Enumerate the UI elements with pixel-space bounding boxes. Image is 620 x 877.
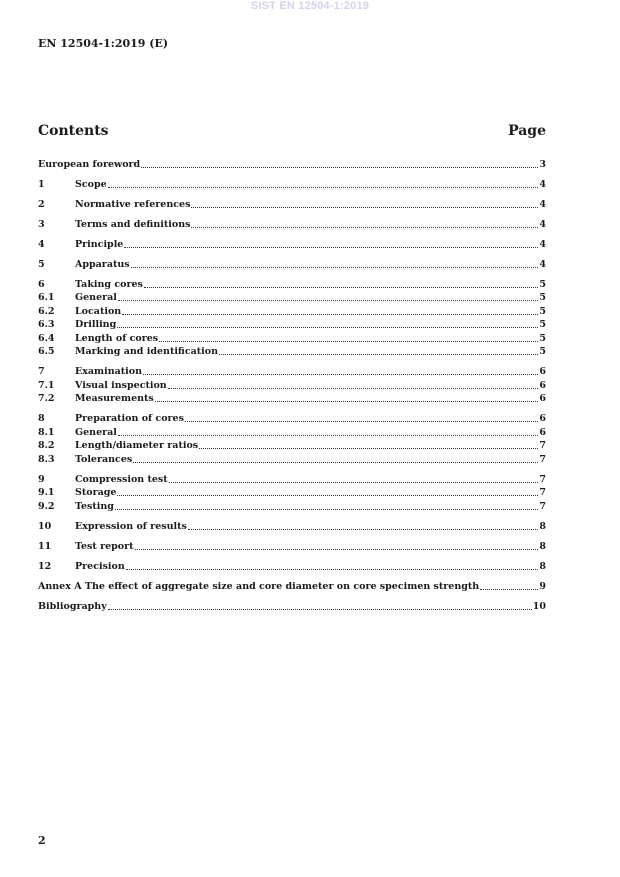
contents-heading: [38, 123, 546, 139]
toc-entry[interactable]: [38, 424, 546, 438]
toc-entry[interactable]: [38, 330, 546, 344]
toc-entry-title: Length/diameter ratios: [75, 440, 199, 451]
toc-dot-leader: [133, 461, 538, 463]
toc-dot-leader: [168, 387, 539, 389]
toc-dot-leader: [185, 420, 538, 422]
toc-dot-leader: [159, 340, 538, 342]
contents-title: Contents: [38, 123, 109, 139]
toc-entry-title: Measurements: [75, 393, 154, 404]
toc-entry-number: 10: [38, 520, 52, 532]
toc-dot-leader: [144, 286, 538, 288]
toc-entry[interactable]: [38, 377, 546, 391]
page-column-label: Page: [508, 123, 546, 139]
toc-entry-title: Terms and definitions: [75, 218, 191, 230]
toc-entry-number: 6.5: [38, 346, 55, 357]
toc-entry-number: 8: [38, 413, 45, 424]
toc-entry-title: Apparatus: [75, 258, 130, 270]
toc-dot-leader: [126, 568, 539, 570]
toc-dot-leader: [480, 588, 538, 590]
toc-entry-page: 7: [539, 440, 546, 451]
toc-entry[interactable]: [38, 598, 546, 612]
toc-entry[interactable]: [38, 276, 546, 290]
toc-entry[interactable]: [38, 485, 546, 499]
toc-entry-page: 6: [539, 426, 546, 438]
toc-entry-title: Visual inspection: [75, 379, 167, 391]
toc-entry[interactable]: [38, 364, 546, 378]
toc-entry-page: 4: [539, 178, 546, 190]
toc-entry-title: Precision: [75, 560, 125, 572]
toc-entry-number: 7.2: [38, 393, 55, 404]
toc-entry-page: 5: [539, 332, 546, 344]
standard-header: EN 12504-1:2019 (E): [38, 37, 169, 50]
toc-entry-number: 3: [38, 218, 45, 230]
toc-entry-page: 5: [539, 278, 546, 290]
toc-entry-title: Scope: [75, 178, 107, 190]
toc-entry-page: 4: [539, 198, 546, 210]
toc-dot-leader: [219, 353, 538, 355]
toc-entry-title: Drilling: [75, 319, 117, 330]
toc-entry[interactable]: [38, 451, 546, 465]
toc-entry-title: Bibliography: [38, 600, 107, 612]
table-of-contents: [38, 156, 546, 612]
toc-dot-leader: [131, 266, 539, 268]
toc-entry[interactable]: [38, 317, 546, 331]
toc-entry-page: 9: [539, 580, 546, 592]
toc-entry-title: Annex A The effect of aggregate size and core diameter on core specimen strength: [38, 580, 480, 592]
toc-dot-leader: [141, 166, 538, 168]
toc-entry-title: Tolerances: [75, 453, 133, 465]
toc-entry[interactable]: [38, 216, 546, 230]
toc-entry-page: 7: [539, 473, 546, 485]
toc-entry[interactable]: [38, 236, 546, 250]
toc-entry-number: 2: [38, 198, 45, 210]
toc-dot-leader: [135, 548, 539, 550]
toc-entry[interactable]: [38, 538, 546, 552]
toc-dot-leader: [143, 373, 538, 375]
toc-entry[interactable]: [38, 303, 546, 317]
toc-entry-page: 5: [539, 305, 546, 317]
toc-dot-leader: [108, 608, 532, 610]
toc-dot-leader: [118, 299, 538, 301]
toc-entry-title: European foreword: [38, 158, 141, 170]
toc-entry-title: Preparation of cores: [75, 413, 184, 424]
toc-entry-title: Examination: [75, 366, 143, 377]
toc-entry-title: Normative references: [75, 198, 191, 210]
toc-entry[interactable]: [38, 344, 546, 358]
toc-entry-number: 6.2: [38, 305, 55, 317]
toc-entry-title: Test report: [75, 540, 134, 552]
toc-entry[interactable]: [38, 196, 546, 210]
toc-entry-page: 6: [539, 379, 546, 391]
toc-entry-number: 5: [38, 258, 45, 270]
toc-entry-title: Length of cores: [75, 332, 159, 344]
toc-entry-page: 8: [539, 540, 546, 552]
toc-entry-number: 6.3: [38, 319, 55, 330]
toc-entry-page: 10: [532, 600, 546, 612]
toc-entry-number: 8.2: [38, 440, 55, 451]
toc-entry-number: 9.1: [38, 487, 55, 498]
toc-dot-leader: [124, 246, 538, 248]
toc-dot-leader: [188, 528, 539, 530]
toc-entry-title: Marking and identification: [75, 346, 219, 357]
toc-entry[interactable]: [38, 156, 546, 170]
toc-entry-title: Principle: [75, 238, 124, 250]
toc-dot-leader: [191, 206, 538, 208]
toc-entry-page: 6: [539, 413, 546, 424]
toc-dot-leader: [199, 447, 538, 449]
toc-entry-page: 7: [539, 487, 546, 498]
toc-entry-page: 5: [539, 319, 546, 330]
toc-dot-leader: [118, 434, 538, 436]
toc-dot-leader: [117, 494, 538, 496]
toc-entry-page: 6: [539, 366, 546, 377]
toc-dot-leader: [191, 226, 538, 228]
toc-entry[interactable]: [38, 471, 546, 485]
toc-entry-page: 5: [539, 292, 546, 303]
toc-entry-page: 6: [539, 393, 546, 404]
toc-entry-title: Location: [75, 305, 122, 317]
toc-entry-title: General: [75, 426, 117, 438]
toc-entry-number: 11: [38, 540, 52, 552]
toc-entry-page: 3: [539, 158, 546, 170]
toc-dot-leader: [169, 481, 539, 483]
toc-entry[interactable]: [38, 518, 546, 532]
toc-entry-title: Testing: [75, 500, 114, 512]
toc-entry-title: Expression of results: [75, 520, 187, 532]
toc-entry[interactable]: [38, 578, 546, 592]
toc-entry-title: Compression test: [75, 473, 168, 485]
toc-entry-number: 8.3: [38, 453, 55, 465]
toc-dot-leader: [115, 508, 538, 510]
toc-dot-leader: [155, 400, 539, 402]
toc-entry-title: Taking cores: [75, 278, 143, 290]
toc-entry-title: General: [75, 292, 117, 303]
toc-entry-page: 4: [539, 218, 546, 230]
toc-entry-page: 7: [539, 500, 546, 512]
toc-dot-leader: [108, 186, 539, 188]
toc-entry[interactable]: [38, 391, 546, 405]
toc-entry-number: 6.1: [38, 292, 55, 303]
toc-entry[interactable]: [38, 290, 546, 304]
toc-entry[interactable]: [38, 438, 546, 452]
toc-entry-number: 12: [38, 560, 52, 572]
toc-entry-number: 7.1: [38, 379, 55, 391]
toc-entry-page: 8: [539, 560, 546, 572]
toc-entry[interactable]: [38, 498, 546, 512]
toc-dot-leader: [117, 326, 538, 328]
toc-entry-page: 8: [539, 520, 546, 532]
toc-entry-number: 1: [38, 178, 45, 190]
toc-dot-leader: [122, 313, 538, 315]
watermark: SIST EN 12504-1:2019: [250, 0, 370, 12]
toc-entry-number: 9.2: [38, 500, 55, 512]
toc-entry[interactable]: [38, 411, 546, 425]
toc-entry-page: 4: [539, 238, 546, 250]
toc-entry-number: 4: [38, 238, 45, 250]
toc-entry[interactable]: [38, 558, 546, 572]
page-number: 2: [38, 834, 46, 847]
toc-entry-page: 7: [539, 453, 546, 465]
toc-entry-number: 8.1: [38, 426, 55, 438]
toc-entry-number: 7: [38, 366, 45, 377]
toc-entry-title: Storage: [75, 487, 117, 498]
toc-entry-number: 6.4: [38, 332, 55, 344]
toc-entry-number: 9: [38, 473, 45, 485]
toc-entry-page: 5: [539, 346, 546, 357]
toc-entry-number: 6: [38, 278, 45, 290]
toc-entry[interactable]: [38, 256, 546, 270]
toc-entry[interactable]: [38, 176, 546, 190]
toc-entry-page: 4: [539, 258, 546, 270]
